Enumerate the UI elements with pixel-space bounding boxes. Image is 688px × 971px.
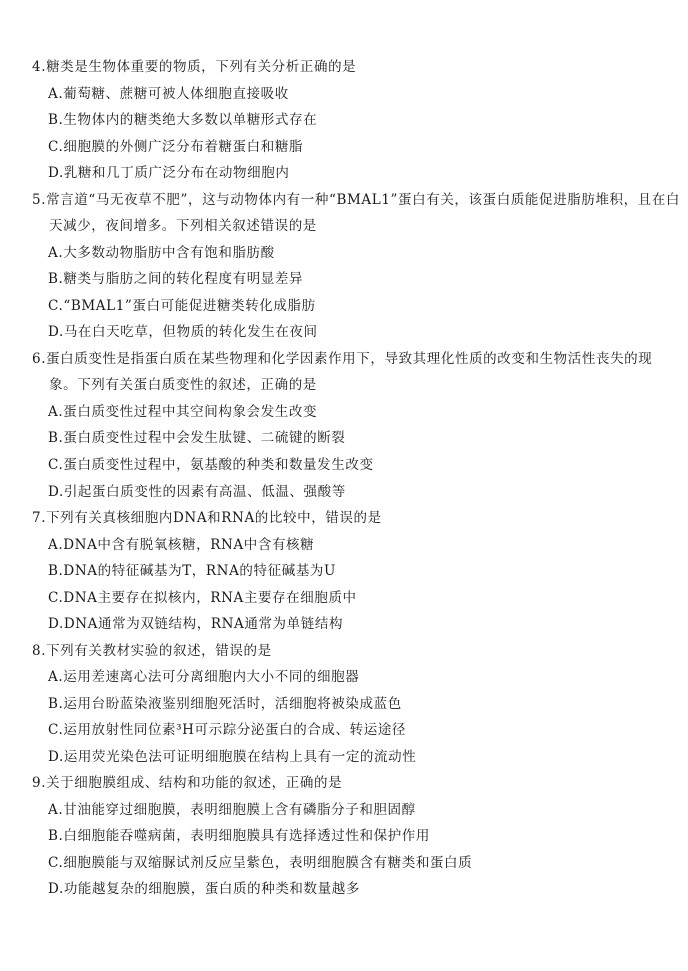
question-7-option-b: B.DNA的特征碱基为T，RNA的特征碱基为U <box>48 563 337 579</box>
question-9-option-b: B.白细胞能吞噬病菌，表明细胞膜具有选择透过性和保护作用 <box>48 828 431 844</box>
question-7-stem: 7.下列有关真核细胞内DNA和RNA的比较中，错误的是 <box>32 510 382 526</box>
question-5-option-b: B.糖类与脂肪之间的转化程度有明显差异 <box>48 271 304 287</box>
question-5-option-c: C.“BMAL1”蛋白可能促进糖类转化成脂肪 <box>48 298 316 314</box>
question-8-option-b: B.运用台盼蓝染液鉴别细胞死活时，活细胞将被染成蓝色 <box>48 696 402 712</box>
question-6-option-b: B.蛋白质变性过程中会发生肽键、二硫键的断裂 <box>48 430 346 446</box>
question-4-option-b: B.生物体内的糖类绝大多数以单糖形式存在 <box>48 112 318 128</box>
question-8-option-d: D.运用荧光染色法可证明细胞膜在结构上具有一定的流动性 <box>48 749 417 765</box>
question-6-option-d: D.引起蛋白质变性的因素有高温、低温、强酸等 <box>48 484 346 500</box>
question-8-stem: 8.下列有关教材实验的叙述，错误的是 <box>32 643 272 659</box>
question-9-option-d: D.功能越复杂的细胞膜，蛋白质的种类和数量越多 <box>48 881 360 897</box>
question-6-option-a: A.蛋白质变性过程中其空间构象会发生改变 <box>48 404 318 420</box>
question-6-stem-line-1: 6.蛋白质变性是指蛋白质在某些物理和化学因素作用下，导致其理化性质的改变和生物活性丧失的现 <box>32 351 653 367</box>
question-9-stem: 9.关于细胞膜组成、结构和功能的叙述，正确的是 <box>32 775 343 791</box>
question-4-stem: 4.糖类是生物体重要的物质，下列有关分析正确的是 <box>32 59 357 75</box>
question-9-option-a: A.甘油能穿过细胞膜，表明细胞膜上含有磷脂分子和胆固醇 <box>48 802 416 818</box>
question-8-option-a: A.运用差速离心法可分离细胞内大小不同的细胞器 <box>48 669 360 685</box>
question-5-stem-line-2: 天减少，夜间增多。下列相关叙述错误的是 <box>49 218 317 234</box>
question-7-option-a: A.DNA中含有脱氧核糖，RNA中含有核糖 <box>48 537 315 553</box>
question-4-option-a: A.葡萄糖、蔗糖可被人体细胞直接吸收 <box>48 86 289 102</box>
question-7-option-c: C.DNA主要存在拟核内，RNA主要存在细胞质中 <box>48 590 357 606</box>
question-8-option-c: C.运用放射性同位素³H可示踪分泌蛋白的合成、转运途径 <box>48 722 407 738</box>
question-5-option-a: A.大多数动物脂肪中含有饱和脂肪酸 <box>48 245 275 261</box>
question-9-option-c: C.细胞膜能与双缩脲试剂反应呈紫色，表明细胞膜含有糖类和蛋白质 <box>48 855 473 871</box>
question-4-option-d: D.乳糖和几丁质广泛分布在动物细胞内 <box>48 165 290 181</box>
question-4-option-c: C.细胞膜的外侧广泛分布着糖蛋白和糖脂 <box>48 139 304 155</box>
question-5-stem-line-1: 5.常言道“马无夜草不肥”，这与动物体内有一种“BMAL1”蛋白有关，该蛋白质能促进脂肪堆积，且在白 <box>32 192 681 208</box>
question-6-option-c: C.蛋白质变性过程中，氨基酸的种类和数量发生改变 <box>48 457 374 473</box>
question-6-stem-line-2: 象。下列有关蛋白质变性的叙述，正确的是 <box>49 377 317 393</box>
question-5-option-d: D.马在白天吃草，但物质的转化发生在夜间 <box>48 324 318 340</box>
question-7-option-d: D.DNA通常为双链结构，RNA通常为单链结构 <box>48 616 344 632</box>
